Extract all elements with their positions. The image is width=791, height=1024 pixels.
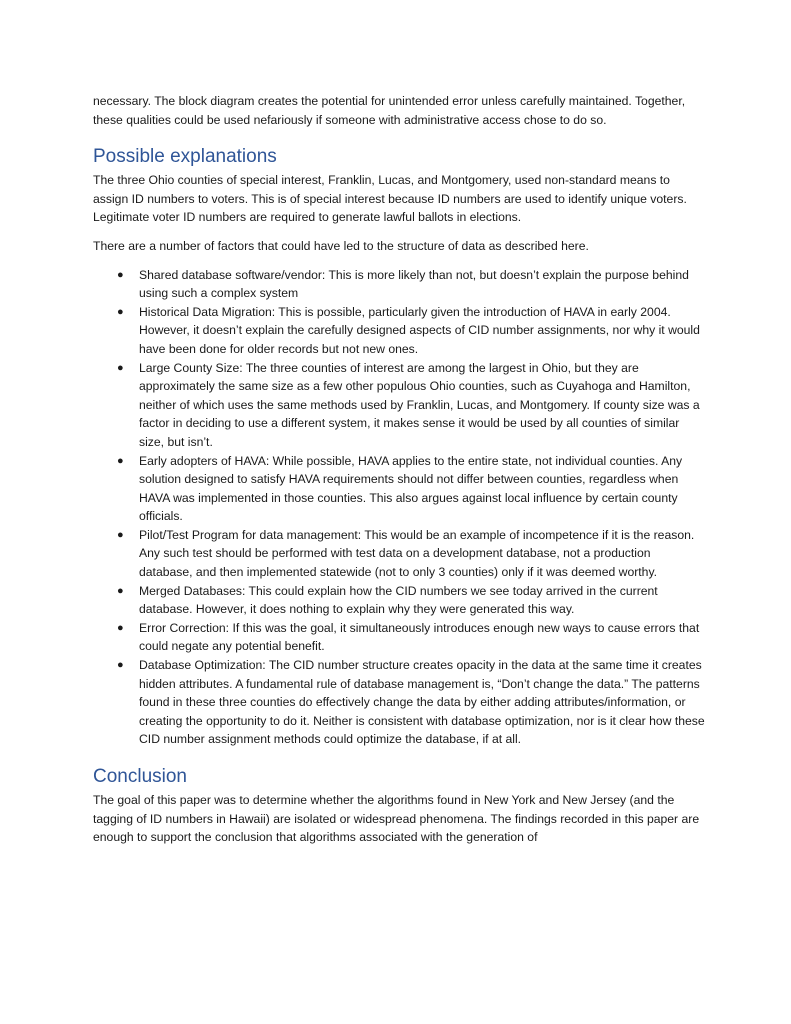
bullet-item-historical-data-migration [117, 303, 705, 359]
bullet-item-merged-databases [117, 582, 705, 619]
conclusion-heading: Conclusion [93, 766, 187, 787]
bullet-icon: ● [117, 454, 124, 467]
bullet-icon: ● [117, 268, 124, 281]
bullet-item-text: Error Correction: If this was the goal, it simultaneously introduces enough new ways to cause errors that could negate any potential benefit. [139, 620, 700, 654]
bullet-item-text: Large County Size: The three counties of interest are among the largest in Ohio, but they are approximately the same size as a few other populous Ohio counties, such as Cuyahoga and Hamilton, neither of which uses the same methods used by Franklin, Lucas, and Montgomery. If county size was a factor in deciding to use a different system, it makes sense it would be used by all counties of similar size, but isn’t. [139, 360, 700, 449]
bullet-item-text: Database Optimization: The CID number structure creates opacity in the data at the same time it creates hidden attributes. A fundamental rule of database management is, “Don’t change the data.” The patterns found in these three counties do effectively change the data by either adding attributes/information, or creating the opportunity to do it. Neither is consistent with database optimization, nor is it clear how these CID number assignment methods could optimize the database, if at all. [139, 658, 705, 747]
bullet-item-shared-database [117, 266, 705, 303]
document-page [93, 92, 705, 847]
bullet-item-database-optimization [117, 656, 705, 749]
bullet-item-early-adopters [117, 452, 705, 526]
bullet-icon: ● [117, 361, 124, 374]
bullet-item-text: Early adopters of HAVA: While possible, HAVA applies to the entire state, not individual counties. Any solution designed to satisfy HAVA requirements should not differ between counties, regardless when HAVA was implemented in those counties. This also argues against local influence by certain county officials. [139, 453, 683, 524]
possible-explanations-paragraph-1: The three Ohio counties of special interest, Franklin, Lucas, and Montgomery, used non-standard means to assign ID numbers to voters. This is of special interest because ID numbers are used to identify unique voters. Legitimate voter ID numbers are required to generate lawful ballots in elections. [93, 173, 687, 225]
bullet-item-text: Pilot/Test Program for data management: This would be an example of incompetence if it is the reason. Any such test should be performed with test data on a development database, not a production database, and then implemented statewide (not to only 3 counties) only if it was deemed worthy. [139, 527, 695, 580]
explanations-bullet-list [93, 266, 705, 749]
bullet-icon: ● [117, 528, 124, 541]
possible-explanations-paragraph-2: There are a number of factors that could have led to the structure of data as described here. [93, 238, 589, 253]
bullet-icon: ● [117, 305, 124, 318]
bullet-icon: ● [117, 659, 124, 672]
bullet-item-text: Merged Databases: This could explain how the CID numbers we see today arrived in the current database. However, it does nothing to explain why they were generated this way. [139, 583, 658, 617]
intro-paragraph: necessary. The block diagram creates the potential for unintended error unless carefully maintained. Together, these qualities could be used nefariously if someone with administrative access chose to do so. [93, 94, 686, 127]
bullet-item-text: Shared database software/vendor: This is more likely than not, but doesn’t explain the purpose behind using such a complex system [139, 267, 689, 301]
bullet-item-text: Historical Data Migration: This is possible, particularly given the introduction of HAVA in early 2004. However, it doesn’t explain the carefully designed aspects of CID number assignments, nor why it would have been done for older records but not new ones. [139, 304, 700, 356]
bullet-item-pilot-test-program [117, 526, 705, 582]
bullet-item-error-correction [117, 619, 705, 656]
possible-explanations-heading: Possible explanations [93, 146, 277, 168]
bullet-icon: ● [117, 584, 124, 597]
conclusion-paragraph-1: The goal of this paper was to determine whether the algorithms found in New York and New Jersey (and the tagging of ID numbers in Hawaii) are isolated or widespread phenomena. The findings recorded in this paper are enough to support the conclusion that algorithms associated with the generation of [93, 793, 700, 845]
bullet-item-large-county-size [117, 359, 705, 452]
bullet-icon: ● [117, 621, 124, 634]
